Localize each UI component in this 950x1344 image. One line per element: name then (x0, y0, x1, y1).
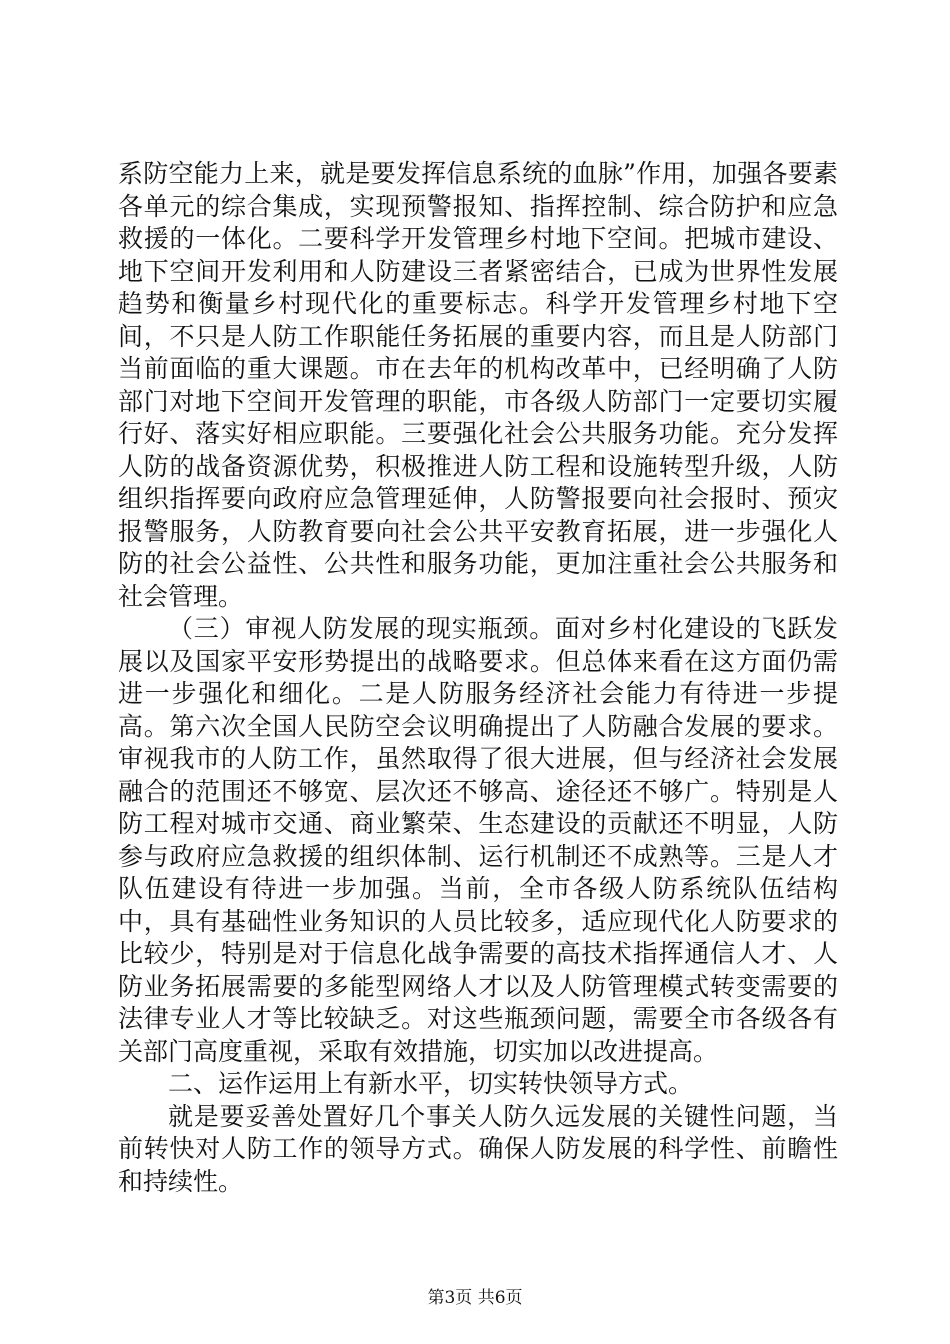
paragraph-closing: 就是要妥善处置好几个事关人防久远发展的关键性问题，当前转快对人防工作的领导方式。确保人防发展的科学性、前瞻性和持续性。 (118, 1101, 838, 1196)
document-body (118, 158, 838, 1198)
paragraph-heading-two: 二、运作运用上有新水平，切实转快领导方式。 (168, 1069, 694, 1098)
paragraph-continuation: 系防空能力上来，就是要发挥信息系统的血脉”作用，加强各要素各单元的综合集成，实现预警报知、指挥控制、综合防护和应急救援的一体化。二要科学开发管理乡村地下空间。把城市建设、地下空间开发利用和人防建设三者紧密结合，已成为世界性发展趋势和衡量乡村现代化的重要标志。科学开发管理乡村地下空间，不只是人防工作职能任务拓展的重要内容，而且是人防部门当前面临的重大课题。市在去年的机构改革中，已经明确了人防部门对地下空间开发管理的职能，市各级人防部门一定要切实履行好、落实好相应职能。三要强化社会公共服务功能。充分发挥人防的战备资源优势，积极推进人防工程和设施转型升级，人防组织指挥要向政府应急管理延伸，人防警报要向社会报时、预灾报警服务，人防教育要向社会公共平安教育拓展，进一步强化人防的社会公益性、公共性和服务功能，更加注重社会公共服务和社会管理。 (118, 159, 838, 611)
page-number-footer: 第3页 共6页 (427, 1288, 523, 1308)
paragraph-section-three: （三）审视人防发展的现实瓶颈。面对乡村化建设的飞跃发展以及国家平安形势提出的战略要求。但总体来看在这方面仍需进一步强化和细化。二是人防服务经济社会能力有待进一步提高。第六次全国人民防空会议明确提出了人防融合发展的要求。审视我市的人防工作，虽然取得了很大进展，但与经济社会发展融合的范围还不够宽、层次还不够高、途径还不够广。特别是人防工程对城市交通、商业繁荣、生态建设的贡献还不明显，人防参与政府应急救援的组织体制、运行机制还不成熟等。三是人才队伍建设有待进一步加强。当前，全市各级人防系统队伍结构中，具有基础性业务知识的人员比较多，适应现代化人防要求的比较少，特别是对于信息化战争需要的高技术指挥通信人才、人防业务拓展需要的多能型网络人才以及人防管理模式转变需要的法律专业人才等比较缺乏。对这些瓶颈问题，需要全市各级各有关部门高度重视，采取有效措施，切实加以改进提高。 (118, 614, 838, 1066)
